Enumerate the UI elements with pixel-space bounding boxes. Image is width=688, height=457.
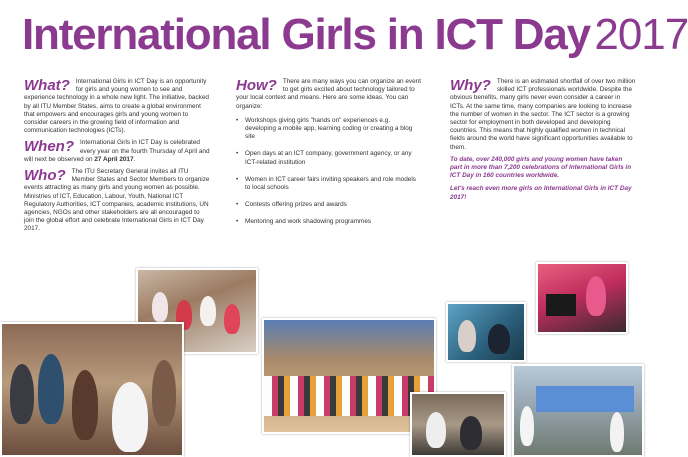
who-text: The ITU Secretary General invites all ITU Member States and Sector Members to organize events attracting as many girls and young women as possible. Ministries of ICT, Education, Labour, Youth, National ICT Regulatory Authorities, ICT companies, academic institutions, UN agencies, NGOs and other stakeholders are all encouraged to join the global effort and celebrate International Girls in ICT Day 2017. xyxy=(24,168,210,233)
column-why xyxy=(450,78,636,207)
how-item: • Contests offering prizes and awards xyxy=(236,201,422,209)
how-section xyxy=(236,78,422,111)
when-date: 27 April 2017 xyxy=(94,155,134,163)
photo-laptop-session xyxy=(446,302,526,362)
what-heading: What? xyxy=(24,77,70,94)
event-banner xyxy=(536,386,634,412)
when-section xyxy=(24,139,210,164)
how-item: • Workshops giving girls "hands on" experiences e.g. developing a mobile app, learning coding or creating a blog site xyxy=(236,117,422,142)
how-heading: How? xyxy=(236,77,277,94)
what-text: International Girls in ICT Day is an opportunity for girls and young women to see and experience technology in a whole new light. The initiative, backed by all ITU Member States, aims to create a global environment that empowers and encourages girls and young women to consider careers in the growing field of information and communication technologies (ICTs). xyxy=(24,78,209,135)
why-text: There is an estimated shortfall of over two million skilled ICT professionals worldwide. Despite the obvious benefits, many girls never even consider a career in ICTs. At the same time, many companies are looking to increase the number of women in the sector. The ICT sector is a growing sector for employment in both developed and developing countries. This means that highly qualified women in technical fields around the world have significant opportunities available to them. xyxy=(450,78,636,151)
why-section xyxy=(450,78,636,152)
photo-girls-with-robot xyxy=(0,322,184,457)
column-how xyxy=(236,78,422,236)
why-heading: Why? xyxy=(450,77,491,94)
photo-outdoor-banner xyxy=(512,364,644,457)
how-list xyxy=(236,117,422,227)
page-title xyxy=(22,10,688,66)
how-item: • Women in ICT career fairs inviting speakers and role models to local schools xyxy=(236,176,422,192)
why-cta: Let's reach even more girls on International Girls in ICT Day 2017! xyxy=(450,185,632,201)
who-section xyxy=(24,168,210,234)
who-heading: Who? xyxy=(24,167,66,185)
why-stat: To date, over 240,000 girls and young women have taken part in more than 7,200 celebrations of International Girls in ICT Day in 160 countries worldwide. xyxy=(450,155,632,180)
when-heading: When? xyxy=(24,138,74,156)
when-text: International Girls in ICT Day is celebrated every year on the fourth Thursday of April and will next be observed on xyxy=(24,139,210,163)
photo-students-desk xyxy=(410,392,506,457)
column-what-when-who xyxy=(24,78,210,238)
photo-computer-lab xyxy=(536,262,628,334)
what-section xyxy=(24,78,210,135)
title-main: International Girls in ICT Day xyxy=(22,10,590,59)
when-end: . xyxy=(133,155,136,163)
how-text: There are many ways you can organize an event to get girls excited about technology tailored to your local context and means. Here are some ideas. You can organize: xyxy=(236,78,422,110)
how-item: • Open days at an ICT company, government agency, or any ICT-related institution xyxy=(236,150,422,166)
title-year: 2017 xyxy=(594,10,688,59)
how-item: • Mentoring and work shadowing programmes xyxy=(236,218,422,226)
